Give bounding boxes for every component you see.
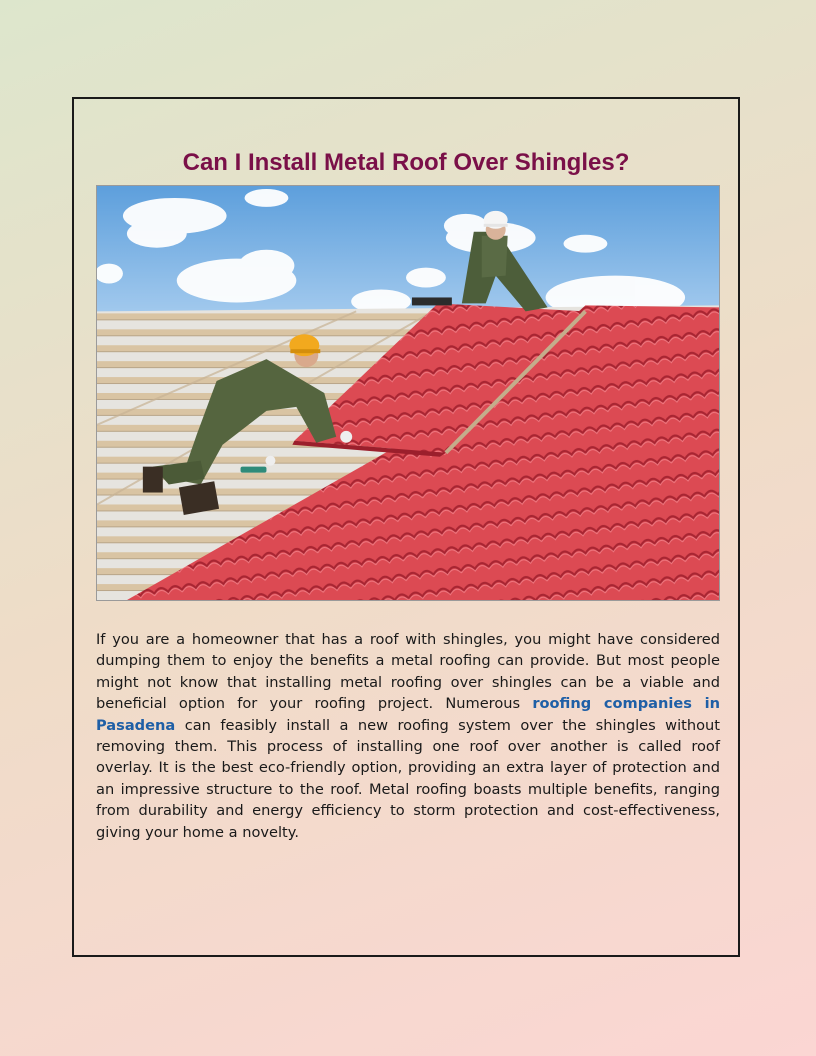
page-frame: [72, 97, 740, 957]
body-paragraph: [96, 629, 720, 843]
roofing-companies-link[interactable]: roofing companies in Pasadena: [96, 695, 720, 734]
paragraph-intro: If you are a homeowner that has a roof with shingles, you might have considered dumping them to enjoy the benefits a metal roofing can provide. But most people might not know that installing metal roofing over shingles can be a viable and beneficial option for your roofing project. Numerous: [96, 631, 720, 713]
roofing-workers-photo: [96, 185, 720, 601]
page-title: Can I Install Metal Roof Over Shingles?: [182, 149, 630, 176]
paragraph-continuation: can feasibly install a new roofing system over the shingles without removing them. This process of installing one roof over another is called roof overlay. It is the best eco-friendly option, providing an extra layer of protection and an impressive structure to the roof. Metal roofing boasts multiple benefits, ranging from durability and energy efficiency to storm protection and cost-effectiveness, giving your home a novelty.: [96, 716, 720, 841]
